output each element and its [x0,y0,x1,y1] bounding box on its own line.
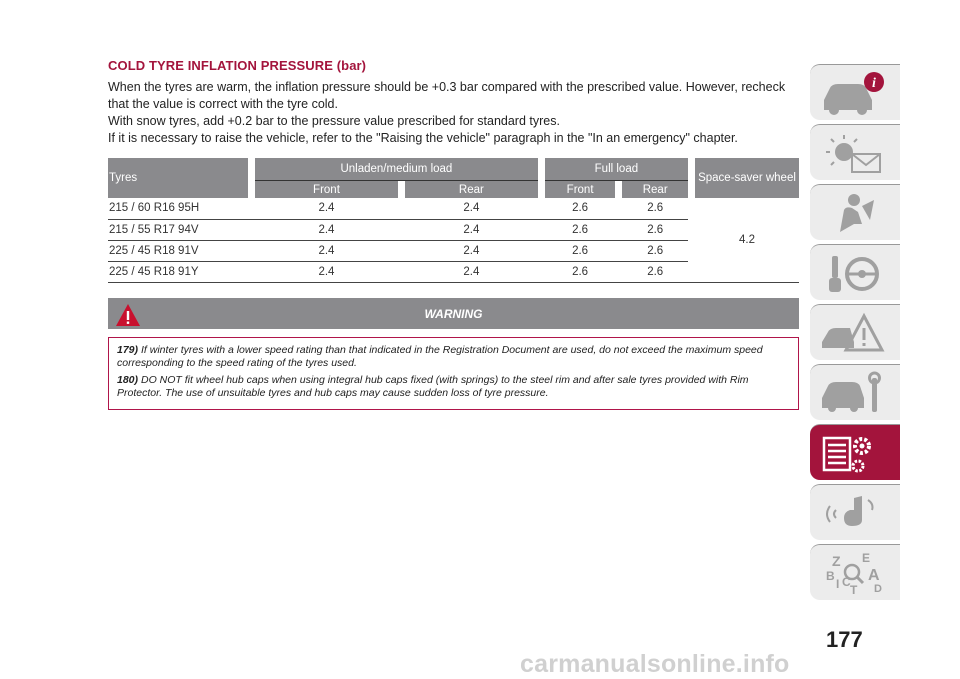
unladen-front-value: 2.4 [255,240,398,261]
unladen-rear-value: 2.4 [405,198,538,219]
warning-item [117,374,790,400]
warning-title: WARNING [424,307,483,321]
tab-multimedia[interactable] [810,484,900,540]
tyre-size: 215 / 55 R17 94V [108,219,248,240]
full-rear-value: 2.6 [622,261,688,282]
emergency-triangle-icon [818,310,888,356]
svg-text:A: A [868,567,880,584]
tab-technical-data[interactable] [810,424,900,480]
unladen-front-value: 2.4 [255,219,398,240]
warning-number: 179) [117,344,139,356]
svg-text:I: I [836,577,840,591]
header-full-rear: Rear [622,181,688,198]
tab-safety[interactable] [810,184,900,240]
space-saver-value: 4.2 [695,198,799,282]
tyre-size: 225 / 45 R18 91Y [108,261,248,282]
svg-text:D: D [874,583,882,595]
tyre-pressure-section [108,58,800,147]
header-tyres: Tyres [108,158,248,198]
full-front-value: 2.6 [545,261,616,282]
page-number: 177 [826,627,863,652]
svg-text:E: E [862,551,871,565]
warning-light-message-icon [818,130,888,176]
car-maintenance-icon [818,370,888,416]
tab-index[interactable] [810,544,900,600]
technical-data-icon [818,430,888,476]
unladen-front-value: 2.4 [255,198,398,219]
unladen-rear-value: 2.4 [405,219,538,240]
unladen-rear-value: 2.4 [405,261,538,282]
full-rear-value: 2.6 [622,219,688,240]
alphabetical-index-icon [818,550,888,596]
warning-text: If winter tyres with a lower speed rating than that indicated in the Registration Document are used, do not exceed the maximum speed corresponding to the speed rating of the tyres used. [117,344,763,369]
warning-number: 180) [117,374,139,386]
tab-emergency[interactable] [810,304,900,360]
intro-paragraph: When the tyres are warm, the inflation pressure should be +0.3 bar compared with the prescribed value. However, recheck that the value is correct with the tyre cold. [108,80,786,111]
tab-car-info[interactable] [810,64,900,120]
full-rear-value: 2.6 [622,240,688,261]
header-full-front: Front [545,181,616,198]
section-title: COLD TYRE INFLATION PRESSURE (bar) [108,58,367,73]
full-rear-value: 2.6 [622,198,688,219]
table-row [108,198,799,219]
svg-text:C: C [842,575,851,589]
unladen-front-value: 2.4 [255,261,398,282]
car-info-icon [818,70,888,116]
warning-text: DO NOT fit wheel hub caps when using integral hub caps fixed (with springs) to the steel rim and after sale tyres provided with Rim Protector. The use of unsuitable tyres and hub caps may cause sudden loss of tyre pressure. [117,374,749,399]
header-unladen: Unladen/medium load [255,158,538,181]
multimedia-icon [818,490,888,536]
svg-text:Z: Z [832,553,841,569]
tyre-pressure-table [108,158,799,283]
warning-header [108,298,799,329]
header-space-saver: Space-saver wheel [695,158,799,198]
full-front-value: 2.6 [545,198,616,219]
svg-text:B: B [826,569,835,583]
airbag-seat-icon [818,190,888,236]
header-unladen-front: Front [255,181,398,198]
unladen-rear-value: 2.4 [405,240,538,261]
tab-warning-lights[interactable] [810,124,900,180]
warning-item [117,344,790,370]
tab-maintenance[interactable] [810,364,900,420]
tyre-size: 225 / 45 R18 91V [108,240,248,261]
tab-starting-driving[interactable] [810,244,900,300]
intro-paragraph: If it is necessary to raise the vehicle, refer to the "Raising the vehicle" paragraph in the "In an emergency" chapter. [108,131,738,145]
full-front-value: 2.6 [545,240,616,261]
warning-box [108,337,799,410]
tyre-size: 215 / 60 R16 95H [108,198,248,219]
svg-text:i: i [872,76,876,91]
header-unladen-rear: Rear [405,181,538,198]
full-front-value: 2.6 [545,219,616,240]
header-full-load: Full load [545,158,688,181]
svg-text:T: T [850,583,858,596]
watermark: carmanualsonline.info [520,650,790,678]
key-steering-wheel-icon [818,250,888,296]
intro-text [108,79,800,147]
intro-paragraph: With snow tyres, add +0.2 bar to the pressure value prescribed for standard tyres. [108,114,560,128]
